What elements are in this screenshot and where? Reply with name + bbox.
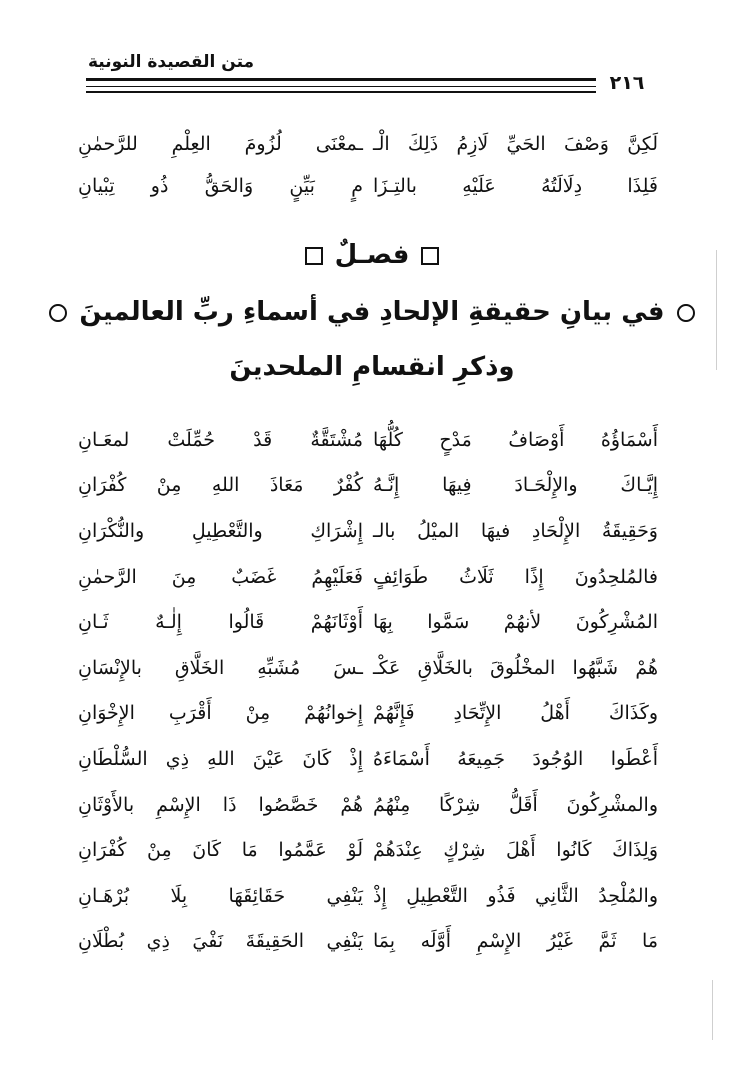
section-label: فصـلٌ <box>334 240 410 270</box>
verse-second-hemistich: ـسَ مُشَبِّهِ الخَلَّاقِ بالإِنْسَانِ <box>78 657 363 679</box>
verse-second-hemistich: مٍ بَيِّنٍ وَالحَقُّ ذُو تِبْيانِ <box>78 175 363 197</box>
verse-second-hemistich: إِخوانُهُمْ مِنْ أَقْرَبِ الإِخْوَانِ <box>78 702 363 724</box>
scan-edge-mark <box>716 250 717 370</box>
header-rule <box>86 86 596 87</box>
verse-second-hemistich: كُفْرٌ مَعَاذَ اللهِ مِنْ كُفْرَانِ <box>78 474 363 496</box>
verse-couplet <box>78 465 658 505</box>
verse-couplet <box>78 785 658 825</box>
header-rule <box>86 78 596 81</box>
verse-second-hemistich: ـمعْنَى لُزُومَ العِلْمِ للرَّحمٰنِ <box>78 133 363 155</box>
circle-ornament-icon <box>677 304 695 322</box>
verse-couplet <box>78 739 658 779</box>
verse-couplet <box>78 166 658 206</box>
verse-first-hemistich: وكَذَاكَ أَهْلُ الإِتِّحَادِ فَإِنَّهُمْ <box>373 702 658 724</box>
verse-first-hemistich: فَلِذَا دِلَالَتُهُ عَلَيْهِ بالتِـزَا <box>373 175 658 197</box>
page-number: ٢١٦ <box>609 72 645 94</box>
verse-second-hemistich: فَعَلَيْهِمُ غَضَبٌ مِنَ الرَّحمٰنِ <box>78 566 363 588</box>
verse-couplet <box>78 921 658 961</box>
verse-first-hemistich: أَسْمَاؤُهُ أَوْصَافُ مَدْحٍ كُلُّهَا <box>373 429 658 451</box>
circle-ornament-icon <box>49 304 67 322</box>
verse-second-hemistich: هُمْ خَصَّصُوا ذَا الإِسْمِ بالأَوْثَانِ <box>78 794 363 816</box>
verse-second-hemistich: لَوْ عَمَّمُوا مَا كَانَ مِنْ كُفْرَانِ <box>78 839 363 861</box>
verse-second-hemistich: مُشْتَقَّةٌ قَدْ حُمِّلَتْ لمعَـانِ <box>78 429 363 451</box>
verse-couplet <box>78 602 658 642</box>
verse-first-hemistich: المُشْرِكُونَ لأنهُمْ سَمَّوا بِهَا <box>373 611 658 633</box>
verse-couplet <box>78 420 658 460</box>
verse-couplet <box>78 557 658 597</box>
chapter-title-line-1 <box>0 297 744 327</box>
verse-second-hemistich: إِشْرَاكِ والتَّعْطِيلِ والنُّكْرَانِ <box>78 520 363 542</box>
section-heading <box>0 240 744 270</box>
verse-couplet <box>78 648 658 688</box>
scan-edge-mark <box>712 980 713 1040</box>
verse-second-hemistich: يَنْفِي الحَقِيقَةَ نَفْيَ ذِي بُطْلَانِ <box>78 930 363 952</box>
verse-first-hemistich: أَعْطَوا الوُجُودَ جَمِيعَهُ أَسْمَاءَهُ <box>373 748 658 770</box>
verse-couplet <box>78 511 658 551</box>
verse-first-hemistich: والمُلْحِدُ الثَّانِي فَذُو التَّعْطِيلِ إِذْ <box>373 885 658 907</box>
verse-second-hemistich: أَوْثَانَهُمْ قَالُوا إِلٰـهٌ ثَـانِ <box>78 611 363 633</box>
chapter-title-text: في بيانِ حقيقةِ الإلحادِ في أسماءِ ربِّ العالمينَ <box>79 297 665 327</box>
verse-first-hemistich: والمشْرِكُونَ أَقَلُّ شِرْكًا مِنْهُمُ <box>373 794 658 816</box>
chapter-title-line-2: وذكرِ انقسامِ الملحدينَ <box>229 352 515 382</box>
verse-first-hemistich: وَلِذَاكَ كَانُوا أَهْلَ شِرْكٍ عِنْدَهُمْ <box>373 839 658 861</box>
verse-couplet <box>78 830 658 870</box>
verse-first-hemistich: هُمْ شَبَّهُوا المخْلُوقَ بالخَلَّاقِ عَكْـ <box>373 657 658 679</box>
header-rule <box>86 91 596 93</box>
square-ornament-icon <box>421 247 439 265</box>
verse-second-hemistich: يَنْفِي حَقَائِقَهَا بِلَا بُرْهَـانِ <box>78 885 363 907</box>
verse-first-hemistich: فالمُلحِدُونَ إِذًا ثَلَاثُ طَوَائِفٍ <box>373 566 658 588</box>
verse-first-hemistich: وَحَقِيقَةُ الإِلْحَادِ فيهَا الميْلُ بالـ <box>373 520 658 542</box>
verse-couplet <box>78 876 658 916</box>
verse-first-hemistich: لَكِنَّ وَصْفَ الحَيِّ لَازِمُ ذَلِكَ الْـ <box>373 133 658 155</box>
verse-couplet <box>78 693 658 733</box>
running-head: متن القصيدة النونية <box>88 52 255 72</box>
verse-first-hemistich: إِيَّـاكَ والإِلْحَـادَ فِيهَا إِنَّـهُ <box>373 474 658 496</box>
verse-first-hemistich: مَا ثَمَّ غَيْرُ الإِسْمِ أَوَّلَه بِمَا <box>373 930 658 952</box>
square-ornament-icon <box>305 247 323 265</box>
verse-second-hemistich: إِذْ كَانَ عَيْنَ اللهِ ذِي السُّلْطَانِ <box>78 748 363 770</box>
verse-couplet <box>78 124 658 164</box>
